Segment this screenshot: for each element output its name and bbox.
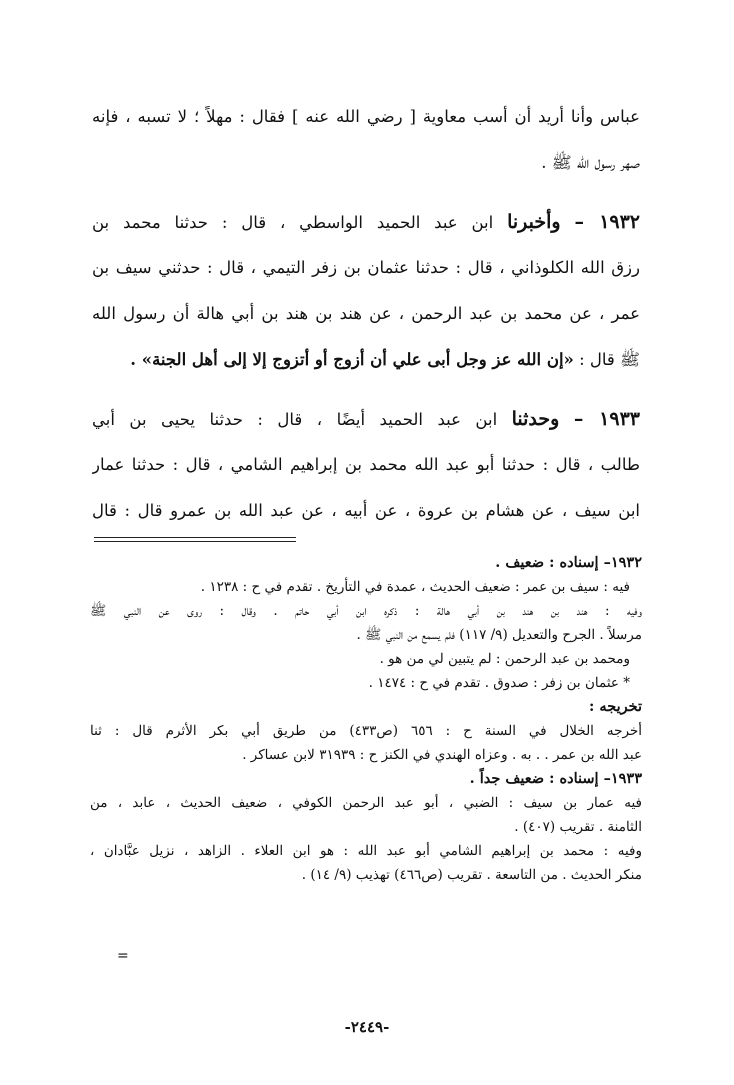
text-line: طالب ، قال : حدثنا أبو عبد الله محمد بن إبراهيم الشامي ، قال : حدثنا عمار bbox=[92, 455, 640, 474]
page-number: -٢٤٤٩- bbox=[344, 1018, 390, 1036]
hadith-matn: «إن الله عز وجل أبى علي أن أزوج أو أتزوج إلا إلى أهل الجنة» . bbox=[130, 350, 574, 369]
continuation-mark: = bbox=[117, 948, 129, 964]
footnote-line: الثامنة . تقريب (٤٠٧) . bbox=[514, 819, 642, 835]
hadith-number: ١٩٣٣ – bbox=[573, 408, 640, 430]
main-text bbox=[92, 94, 640, 534]
footnote-line: وفيه : محمد بن إبراهيم الشامي أبو عبد الله : هو ابن العلاء . الزاهد ، نزيل عبَّادان ، bbox=[90, 843, 642, 859]
footnote-line: فيه عمار بن سيف : الضبي ، أبو عبد الرحمن الكوفي ، ضعيف الحديث ، عابد ، من bbox=[90, 795, 642, 811]
footnote-line: أخرجه الخلال في السنة ح : ٦٥٦ (ص٤٣٣) من طريق أبي بكر الأثرم قال : ثنا bbox=[90, 723, 642, 739]
footnote-line: * عثمان بن زفر : صدوق . تقدم في ح : ١٤٧٤ . bbox=[368, 675, 630, 691]
text-run: ﷺ قال : bbox=[579, 350, 640, 369]
footnote-line: ومحمد بن عبد الرحمن : لم يتبين لي من هو . bbox=[379, 651, 630, 667]
footnote-line: عبد الله بن عمر . . به . وعزاه الهندي في الكنز ح : ٣١٩٣٩ لابن عساكر . bbox=[242, 747, 642, 763]
text-line: عمر ، عن محمد بن عبد الرحمن ، عن هند بن هند بن أبي هالة أن رسول الله bbox=[92, 304, 640, 323]
footnote-line: فيه : سيف بن عمر : ضعيف الحديث ، عمدة في التأريخ . تقدم في ح : ١٢٣٨ . bbox=[200, 579, 630, 595]
footnote-line: ١٩٣٣– إسناده : ضعيف جداً . bbox=[469, 770, 642, 787]
footnote-line: ١٩٣٢– إسناده : ضعيف . bbox=[495, 554, 642, 571]
hadith-1932-line-1 bbox=[92, 199, 640, 245]
footnote-line: منكر الحديث . من التاسعة . تقريب (ص٤٦٦) تهذيب (٩/ ١٤) . bbox=[301, 867, 642, 883]
footnote-divider bbox=[94, 541, 296, 542]
text-line: صهر رسول الله ﷺ . bbox=[541, 153, 640, 172]
text-line: عباس وأنا أريد أن أسب معاوية [ رضي الله عنه ] فقال : مهلاً ؛ لا تسبه ، فإنه bbox=[92, 107, 640, 126]
hadith-1933-line-1 bbox=[92, 396, 640, 442]
text-line: ابن سيف ، عن هشام بن عروة ، عن أبيه ، عن عبد الله بن عمرو قال : قال bbox=[92, 501, 640, 520]
text-run: ابن عبد الحميد الواسطي ، قال : حدثنا محمد بن bbox=[92, 213, 494, 232]
text-line: رزق الله الكلوذاني ، قال : حدثنا عثمان بن زفر التيمي ، قال : حدثني سيف بن bbox=[92, 258, 640, 277]
hadith-number: ١٩٣٢ – bbox=[574, 211, 640, 233]
footnote-line: وفيه : هند بن هند بن أبي هالة : ذكره ابن أبي حاتم . وقال : روى عن النبي ﷺ bbox=[90, 603, 642, 619]
footnotes bbox=[90, 551, 642, 887]
hadith-lead-word: وحدثنا bbox=[511, 408, 560, 430]
footnote-heading: تخريجه : bbox=[589, 698, 642, 715]
text-run: ابن عبد الحميد أيضًا ، قال : حدثنا يحيى بن أبي bbox=[92, 410, 498, 429]
footnote-line: مرسلاً . الجرح والتعديل (٩/ ١١٧) فلم يسمع من النبي ﷺ . bbox=[356, 627, 642, 643]
hadith-1932-line-4 bbox=[92, 337, 640, 383]
footnote-divider bbox=[94, 537, 296, 538]
hadith-lead-word: وأخبرنا bbox=[507, 211, 561, 233]
